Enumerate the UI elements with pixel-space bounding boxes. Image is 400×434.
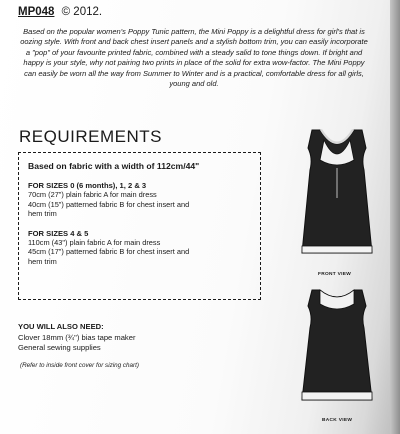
also-need-section	[18, 322, 263, 352]
pattern-code: MP048	[18, 6, 55, 18]
dress-front-view-illustration	[296, 128, 378, 268]
size-group-heading: FOR SIZES 4 & 5	[28, 228, 89, 238]
supply-item: General sewing supplies	[18, 342, 101, 352]
fabric-line: 40cm (15") patterned fabric B for chest insert and	[28, 199, 190, 209]
fabric-line: hem trim	[28, 209, 57, 219]
copyright-year: © 2012.	[61, 6, 103, 18]
also-need-heading: YOU WILL ALSO NEED:	[18, 322, 104, 331]
front-view-caption: FRONT VIEW	[318, 272, 352, 277]
fabric-line: 45cm (17") patterned fabric B for chest insert and	[28, 247, 190, 257]
supply-item: Clover 18mm (¾") bias tape maker	[18, 332, 136, 342]
size-group-small	[28, 181, 251, 219]
requirements-title: REQUIREMENTS	[19, 127, 162, 146]
pattern-code-header	[18, 6, 102, 18]
pattern-description: Based on the popular women's Poppy Tunic pattern, the Mini Poppy is a delightful dress for girl's that is oozing style. With front and back chest insert panels and a stylish bottom trim, you can easily incorporate a "pop" of your favourite printed fabric, combined with a steady salid to tone things down. If bright and happy is your style, why not pairing two prints in place of the solid for extra wow-factor. The Mini Poppy can easily be worn all the way from Summer to Winter and is a practical, comfortable dress for all girls, young and old.	[20, 27, 368, 89]
sizing-chart-note: (Refer to inside front cover for sizing chart)	[20, 362, 139, 369]
dress-back-view-illustration	[296, 288, 378, 416]
page-spine-shadow	[390, 0, 400, 434]
requirements-box	[18, 152, 261, 300]
size-group-heading: FOR SIZES 0 (6 months), 1, 2 & 3	[28, 181, 147, 190]
fabric-line: hem trim	[28, 256, 57, 266]
size-group-large	[28, 229, 251, 267]
fabric-line: 70cm (27") plain fabric A for main dress	[28, 190, 157, 199]
fabric-line: 110cm (43") plain fabric A for main dress	[28, 237, 161, 247]
fabric-width-note: Based on fabric with a width of 112cm/44"	[28, 161, 200, 171]
back-view-caption: BACK VIEW	[322, 418, 353, 423]
